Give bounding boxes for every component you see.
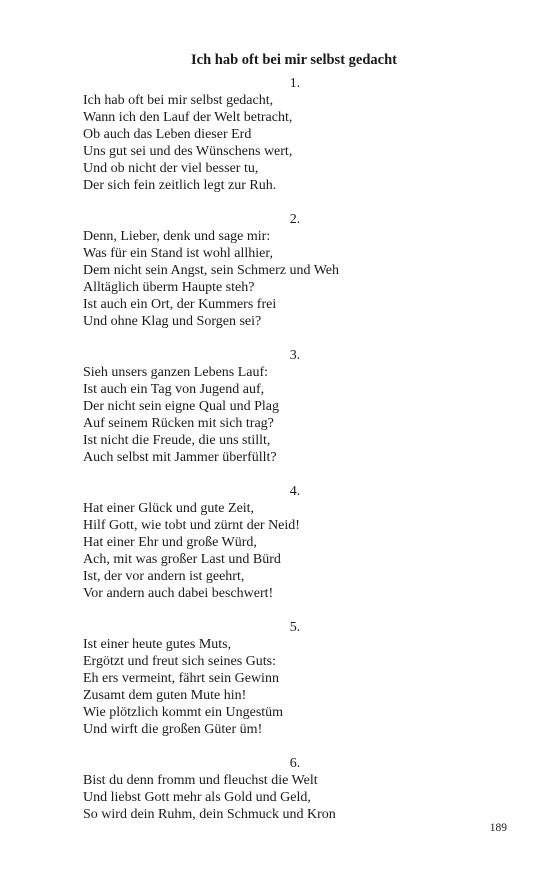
verse-line: Der nicht sein eigne Qual und Plag — [83, 399, 279, 414]
verse-line: Bist du denn fromm und fleuchst die Welt — [83, 773, 318, 788]
stanza-number: 1. — [289, 76, 301, 91]
verse-line: Dem nicht sein Angst, sein Schmerz und Weh — [83, 263, 340, 278]
stanza-number: 3. — [289, 348, 301, 363]
verse-line: Denn, Lieber, denk und sage mir: — [83, 229, 271, 244]
poem-body — [83, 75, 503, 840]
verse-line: Zusamt dem guten Mute hin! — [83, 688, 247, 703]
stanza-1 — [83, 75, 503, 194]
stanza-5 — [83, 619, 503, 738]
stanza-3 — [83, 347, 503, 466]
stanza-number: 6. — [289, 756, 301, 771]
poem-title: Ich hab oft bei mir selbst gedacht — [191, 52, 397, 68]
stanza-6 — [83, 755, 503, 823]
stanza-number: 4. — [289, 484, 301, 499]
verse-line: Und ob nicht der viel besser tu, — [83, 161, 259, 176]
verse-line: Was für ein Stand ist wohl allhier, — [83, 246, 273, 261]
verse-line: Hat einer Glück und gute Zeit, — [83, 501, 255, 516]
verse-line: Ist nicht die Freude, die uns stillt, — [83, 433, 271, 448]
verse-line: Ob auch das Leben dieser Erd — [83, 127, 252, 142]
verse-line: Ich hab oft bei mir selbst gedacht, — [83, 93, 274, 108]
verse-line: Der sich fein zeitlich legt zur Ruh. — [83, 178, 277, 193]
page-number: 189 — [489, 822, 507, 834]
verse-line: Und ohne Klag und Sorgen sei? — [83, 314, 262, 329]
verse-line: Auf seinem Rücken mit sich trag? — [83, 416, 274, 431]
verse-line: Ach, mit was großer Last und Bürd — [83, 552, 281, 567]
verse-line: Ist auch ein Ort, der Kummers frei — [83, 297, 277, 312]
verse-line: Wie plötzlich kommt ein Ungestüm — [83, 705, 284, 720]
verse-line: Hilf Gott, wie tobt und zürnt der Neid! — [83, 518, 300, 533]
verse-line: Und wirft die großen Güter üm! — [83, 722, 263, 737]
verse-line: Sieh unsers ganzen Lebens Lauf: — [83, 365, 269, 380]
verse-line: Ist, der vor andern ist geehrt, — [83, 569, 245, 584]
verse-line: Und liebst Gott mehr als Gold und Geld, — [83, 790, 311, 805]
verse-line: Alltäglich überm Haupte steh? — [83, 280, 255, 295]
stanza-number: 2. — [289, 212, 301, 227]
verse-line: Uns gut sei und des Wünschens wert, — [83, 144, 293, 159]
stanza-4 — [83, 483, 503, 602]
verse-line: Ist einer heute gutes Muts, — [83, 637, 232, 652]
verse-line: So wird dein Ruhm, dein Schmuck und Kron — [83, 807, 336, 822]
verse-line: Ist auch ein Tag von Jugend auf, — [83, 382, 265, 397]
stanza-2 — [83, 211, 503, 330]
verse-line: Eh ers vermeint, fährt sein Gewinn — [83, 671, 279, 686]
verse-line: Auch selbst mit Jammer überfüllt? — [83, 450, 277, 465]
stanza-number: 5. — [289, 620, 301, 635]
verse-line: Wann ich den Lauf der Welt betracht, — [83, 110, 293, 125]
verse-line: Hat einer Ehr und große Würd, — [83, 535, 257, 550]
verse-line: Vor andern auch dabei beschwert! — [83, 586, 274, 601]
verse-line: Ergötzt und freut sich seines Guts: — [83, 654, 276, 669]
